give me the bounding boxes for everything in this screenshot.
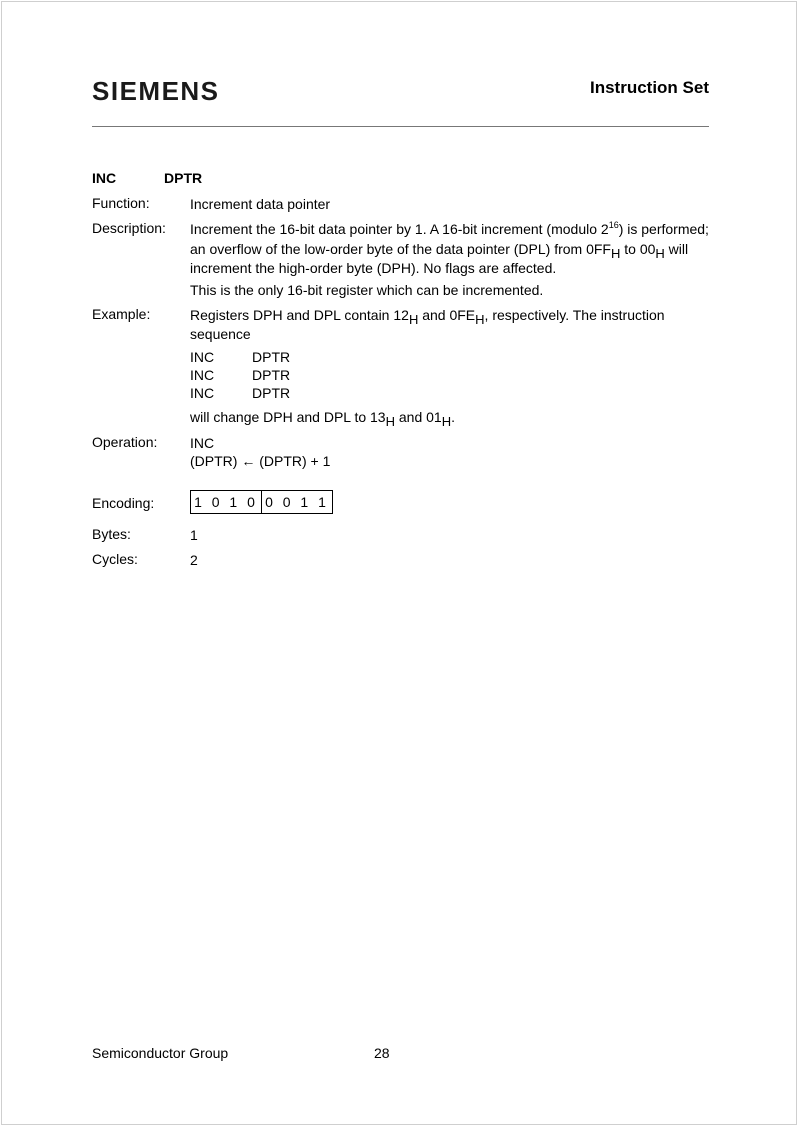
bytes-value: 1 xyxy=(190,527,198,543)
cycles-value: 2 xyxy=(190,552,198,568)
example-text xyxy=(190,306,665,343)
encoding-low-nibble: 0 0 1 1 xyxy=(261,491,332,513)
example-label: Example: xyxy=(92,306,151,322)
operation-line-1: INC xyxy=(190,435,215,451)
operation-label: Operation: xyxy=(92,434,158,450)
footer-page-number: 28 xyxy=(374,1045,390,1061)
example-result: will change DPH and DPL to 13H and 01H. xyxy=(190,409,455,429)
example-line-1: Registers DPH and DPL contain 12H and 0FEH, respectively. The instruction xyxy=(190,307,665,327)
encoding-box xyxy=(190,490,333,514)
bytes-label: Bytes: xyxy=(92,526,131,542)
description-note: This is the only 16-bit register which can be incremented. xyxy=(190,282,544,298)
description-label: Description: xyxy=(92,220,166,236)
description-line-3: increment the high-order byte (DPH). No flags are affected. xyxy=(190,260,557,276)
header-title: Instruction Set xyxy=(589,78,709,97)
encoding-high-nibble: 1 0 1 0 xyxy=(194,494,258,510)
code-line: INC DPTR xyxy=(190,385,291,401)
siemens-logo: SIEMENS xyxy=(92,76,220,106)
cycles-label: Cycles: xyxy=(92,551,138,567)
function-text: Increment data pointer xyxy=(190,196,331,212)
function-label: Function: xyxy=(92,195,150,211)
footer-publisher: Semiconductor Group xyxy=(92,1045,229,1061)
description-line-2: an overflow of the low-order byte of the data pointer (DPL) from 0FFH to 00H will xyxy=(190,241,689,261)
code-line: INC DPTR xyxy=(190,367,291,383)
operation-text xyxy=(190,434,330,470)
instruction-mnemonic: INC xyxy=(92,170,117,186)
operation-line-2: (DPTR) ← (DPTR) + 1 xyxy=(190,453,331,469)
description-text xyxy=(190,220,709,277)
example-line-2: sequence xyxy=(190,326,251,342)
header-divider xyxy=(92,126,709,127)
description-line-1: Increment the 16-bit data pointer by 1. A 16-bit increment (modulo $2^{16}$) is performed; xyxy=(190,220,709,237)
code-line: INC DPTR xyxy=(190,349,291,365)
instruction-operand: DPTR xyxy=(164,170,203,186)
example-code xyxy=(190,348,290,402)
encoding-label: Encoding: xyxy=(92,495,155,511)
